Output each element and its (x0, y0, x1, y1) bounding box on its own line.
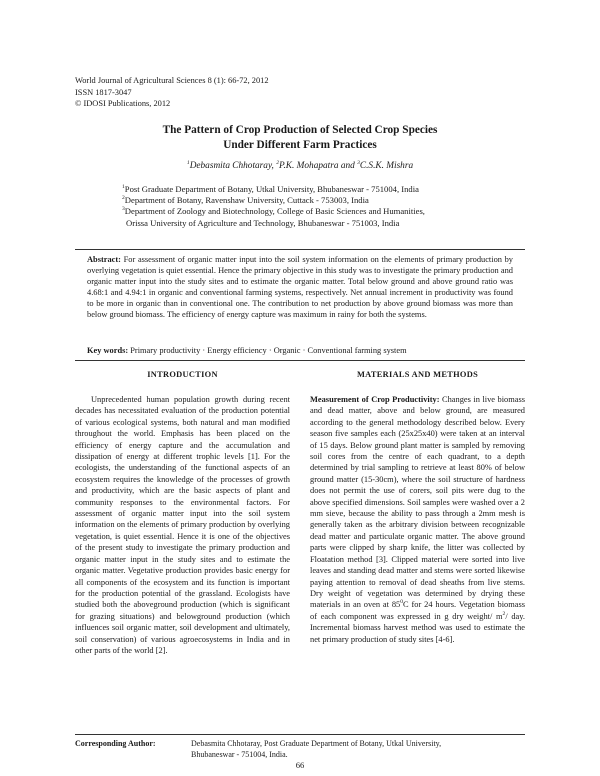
issn: ISSN 1817-3047 (75, 87, 132, 97)
keywords: Key words: Primary productivity · Energy efficiency · Organic · Conventional farming system (87, 346, 407, 355)
methods-subheading: Measurement of Crop Productivity: (310, 395, 440, 404)
author-1: Debasmita Chhotaray, (189, 161, 277, 171)
author-3-sup: 3 (357, 159, 360, 166)
corresponding-label: Corresponding Author: (75, 739, 156, 748)
keyword-3: Organic (273, 346, 301, 355)
methods-text-b: C for 24 hours. Vegetation biomass of each component was expressed in g dry weight/ m (310, 600, 525, 621)
methods-text-c: / day. Incremental biomass harvest method was used to estimate the net primary production of study sites [4-6]. (310, 611, 526, 644)
affiliation-1: $^1$Post Graduate Department of Botany, Utkal University, Bhubaneswar - 751004, India (122, 184, 419, 194)
page-number: 66 (295, 760, 305, 770)
methods-text-a: Changes in live biomass and dead matter, above and below ground, are measured according to the general methodology described below. Every season five samples each (25x25x40) were taken at an interval of 15 days. Below ground plant matter is sampled by removing soil cores from the centre of each quadrant, to a depth determined by trial sampling to retrieve at least 80% of below ground matter (15-30cm), where the soil structure of hardness does not permit the use of corers, soil pits were dug to the above specified dimensions. Soil samples were washed over a 2 mm sieve, because the ability to pass through a 2mm mesh is generally taken as the arbitrary division between recognizable dead matter and particulate organic matter. The above ground parts were clipped by sharp knife, the litter was collected by Floatation method [3]. Clipped material were sorted into live leaves and standing dead matter and stems were sorted likewise paying attention to removal of dead sheaths from live stems. Dry weight of vegetation was determined by drying these materials in an oven at 85 (310, 395, 525, 610)
affiliation-3: $^3$Department of Zoology and Biotechnology, College of Basic Sciences and Humanities, (122, 206, 425, 217)
title-line-2: Under Different Farm Practices (223, 139, 377, 151)
keyword-1: Primary productivity (130, 346, 201, 355)
journal-citation: World Journal of Agricultural Sciences 8 (1): 66-72, 2012 (75, 76, 269, 85)
abstract-text: For assessment of organic matter input into the soil system information on the elements of primary production by overlying vegetation is quiet essential. Hence the primary objective in this study was to investigate the primary production and organic matter input into the study sites and to estimate the organic matter. Total below ground and above ground ratio was 4.68:1 and 4.94:1 in organic and conventional farming systems, respectively. Net annual increment in productivity was found to be more in organic than in conventional one. The contribution to net production by above ground biomass was more than below ground biomass. The efficiency of energy capture was maximum in rainy for both the systems. (87, 255, 513, 319)
title-line-1: The Pattern of Crop Production of Selected Crop Species (162, 124, 438, 136)
affiliations (122, 184, 425, 229)
abstract (87, 254, 513, 320)
introduction-heading: INTRODUCTION (147, 370, 218, 379)
keywords-bottom-rule (75, 360, 525, 361)
degree-sup: 0 (400, 599, 404, 606)
author-3: C.S.K. Mishra (359, 161, 414, 171)
authors (60, 161, 540, 171)
keyword-4: Conventional farming system (307, 346, 407, 355)
author-1-sup: 1 (186, 159, 190, 166)
affiliation-3-cont: Orissa University of Agriculture and Technology, Bhubaneswar - 751003, India (126, 217, 400, 228)
author-2: P.K. Mohapatra and (279, 161, 358, 171)
paper-title (60, 123, 540, 153)
corresponding-line-1: Debasmita Chhotaray, Post Graduate Department of Botany, Utkal University, (191, 739, 442, 748)
methods-paragraph (310, 394, 525, 645)
journal-header (75, 75, 269, 110)
abstract-top-rule (75, 249, 525, 250)
keywords-label: Key words: (87, 346, 129, 355)
square-sup: 2 (502, 610, 506, 617)
keyword-2: Energy efficiency (207, 346, 267, 355)
corresponding-line-2: Bhubaneswar - 751004, India. (191, 750, 288, 759)
copyright: © IDOSI Publications, 2012 (75, 99, 171, 108)
methods-heading: MATERIALS AND METHODS (356, 370, 479, 379)
abstract-label: Abstract: (87, 255, 121, 264)
introduction-body (75, 394, 290, 656)
footer-rule (75, 734, 525, 735)
methods-body (310, 394, 525, 645)
affiliation-2: $^2$Department of Botany, Ravenshaw University, Cuttack - 753003, India (122, 195, 369, 206)
introduction-paragraph: Unprecedented human population growth during recent decades has necessitated evaluation of the production potential of various ecological systems, both natural and man modified throughout the world. Emphasis has been placed on the efficiency of energy capture and the accumulation and dissipation of energy at different trophic levels [1]. For the ecologists, the understanding of the functional aspects of an ecosystem requires the knowledge of the processes of growth and productivity, which are the basic aspects of plant and community responses to the environmental factors. For assessment of organic matter input into the soil system information on the elements of primary production by overlying vegetation, is quiet essential. Hence it is one of the objectives of the present study to investigate the primary production and organic matter input in the study sites and to estimate the organic matter. Vegetative production provides basic energy for all components of the ecosystem and its function is important for the production potential of the grassland. Ecologists have studied both the aboveground production (which is significant for grazing situations) and belowground production (which influences soil organic matter, soil development and ultimately, soil conservation) of various agroecosystems in India and in other parts of the world [2]. (75, 395, 290, 655)
author-2-sup: 2 (276, 159, 279, 166)
